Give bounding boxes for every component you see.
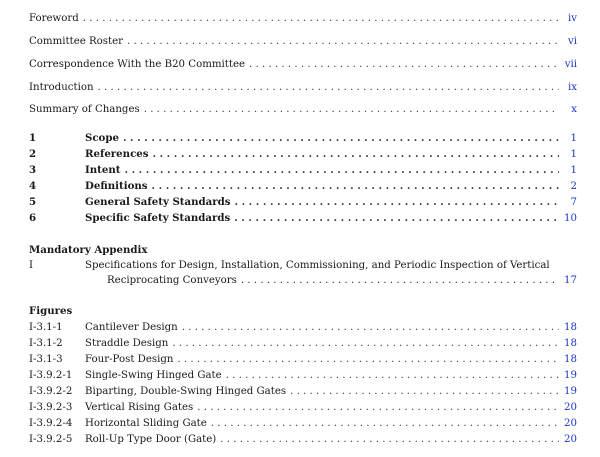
page-link[interactable]: 1 (570, 165, 577, 176)
dot-leader (124, 164, 559, 177)
toc-entry-title: Correspondence With the B20 Committee (29, 59, 246, 70)
page-link[interactable]: 1 (570, 133, 577, 144)
page-link[interactable]: 20 (564, 434, 577, 445)
figure-code: I-3.9.2-5 (29, 434, 73, 445)
page-link[interactable]: 2 (570, 181, 577, 192)
dot-leader (144, 103, 559, 116)
toc-entry-summary-of-changes[interactable] (29, 103, 577, 116)
toc-figure-entry[interactable] (29, 385, 577, 398)
page-link[interactable]: 19 (564, 370, 577, 381)
toc-entry-title: Committee Roster (29, 36, 124, 47)
figure-title: Straddle Design (85, 338, 169, 349)
toc-section-references[interactable] (29, 148, 577, 161)
figure-title: Horizontal Sliding Gate (85, 418, 207, 429)
page-link[interactable]: x (571, 104, 577, 115)
toc-entry-foreword[interactable] (29, 12, 577, 25)
page-link[interactable]: 10 (564, 213, 577, 224)
page-link[interactable]: ix (567, 82, 577, 93)
figure-title: Single-Swing Hinged Gate (85, 370, 222, 381)
toc-figure-entry[interactable] (29, 337, 577, 350)
dot-leader (152, 180, 559, 193)
section-number: 3 (29, 164, 37, 176)
dot-leader (83, 12, 559, 25)
appendix-title-line2: Reciprocating Conveyors (107, 275, 237, 286)
page-link[interactable]: vii (564, 59, 577, 70)
dot-leader (234, 212, 559, 225)
section-title: Specific Safety Standards (85, 212, 231, 224)
page-link[interactable]: 18 (564, 354, 577, 365)
figure-code: I-3.1-3 (29, 354, 63, 365)
dot-leader (127, 35, 559, 48)
page-link[interactable]: 20 (564, 418, 577, 429)
figure-code: I-3.9.2-1 (29, 370, 73, 381)
section-title: References (85, 148, 149, 160)
section-title: General Safety Standards (85, 196, 231, 208)
toc-figure-entry[interactable] (29, 369, 577, 382)
section-number: 4 (29, 180, 37, 192)
page-link[interactable]: 17 (564, 275, 577, 286)
page-link[interactable]: 19 (564, 386, 577, 397)
toc-figure-entry[interactable] (29, 417, 577, 430)
toc-section-scope[interactable] (29, 132, 577, 145)
toc-entry-committee-roster[interactable] (29, 35, 577, 48)
figure-code: I-3.9.2-3 (29, 402, 73, 413)
section-title: Definitions (85, 180, 148, 192)
figure-code: I-3.9.2-2 (29, 386, 73, 397)
figure-code: I-3.9.2-4 (29, 418, 73, 429)
dot-leader (290, 385, 559, 398)
dot-leader (98, 81, 559, 94)
page-link[interactable]: iv (567, 13, 577, 24)
page-link[interactable]: 1 (570, 149, 577, 160)
toc-figure-entry[interactable] (29, 433, 577, 446)
dot-leader (177, 353, 559, 366)
dot-leader (226, 369, 559, 382)
dot-leader (182, 321, 559, 334)
section-number: 1 (29, 132, 37, 144)
dot-leader (211, 417, 559, 430)
figure-title: Four-Post Design (85, 354, 174, 365)
page-link[interactable]: 7 (570, 197, 577, 208)
dot-leader (197, 401, 559, 414)
section-title: Intent (85, 164, 121, 176)
toc-figure-entry[interactable] (29, 401, 577, 414)
dot-leader (234, 196, 559, 209)
figure-title: Cantilever Design (85, 322, 178, 333)
dot-leader (241, 274, 559, 287)
dot-leader (123, 132, 559, 145)
dot-leader (153, 148, 560, 161)
figures-heading: Figures (29, 305, 73, 317)
toc-entry-title: Introduction (29, 82, 94, 93)
page-link[interactable]: 18 (564, 338, 577, 349)
toc-figure-entry[interactable] (29, 353, 577, 366)
page-link[interactable]: 20 (564, 402, 577, 413)
figure-code: I-3.1-2 (29, 338, 63, 349)
dot-leader (172, 337, 559, 350)
dot-leader (220, 433, 559, 446)
section-number: 2 (29, 148, 37, 160)
toc-entry-title: Summary of Changes (29, 104, 140, 115)
page-link[interactable]: vi (567, 36, 577, 47)
page-link[interactable]: 18 (564, 322, 577, 333)
appendix-number: I (29, 260, 34, 271)
dot-leader (249, 58, 559, 71)
toc-section-definitions[interactable] (29, 180, 577, 193)
section-number: 5 (29, 196, 37, 208)
toc-section-specific-safety[interactable] (29, 212, 577, 225)
toc-section-general-safety[interactable] (29, 196, 577, 209)
appendix-title-line1[interactable]: Specifications for Design, Installation, Commissioning, and Periodic Inspection of Vertical (85, 260, 550, 271)
toc-entry-title: Foreword (29, 13, 79, 24)
section-number: 6 (29, 212, 37, 224)
section-title: Scope (85, 132, 119, 144)
toc-appendix-entry[interactable] (85, 274, 577, 287)
figure-code: I-3.1-1 (29, 322, 63, 333)
toc-figure-entry[interactable] (29, 321, 577, 334)
appendix-heading: Mandatory Appendix (29, 244, 148, 256)
figure-title: Biparting, Double-Swing Hinged Gates (85, 386, 287, 397)
figure-title: Roll-Up Type Door (Gate) (85, 434, 217, 445)
toc-section-intent[interactable] (29, 164, 577, 177)
toc-entry-correspondence[interactable] (29, 58, 577, 71)
figure-title: Vertical Rising Gates (85, 402, 194, 413)
toc-entry-introduction[interactable] (29, 81, 577, 94)
